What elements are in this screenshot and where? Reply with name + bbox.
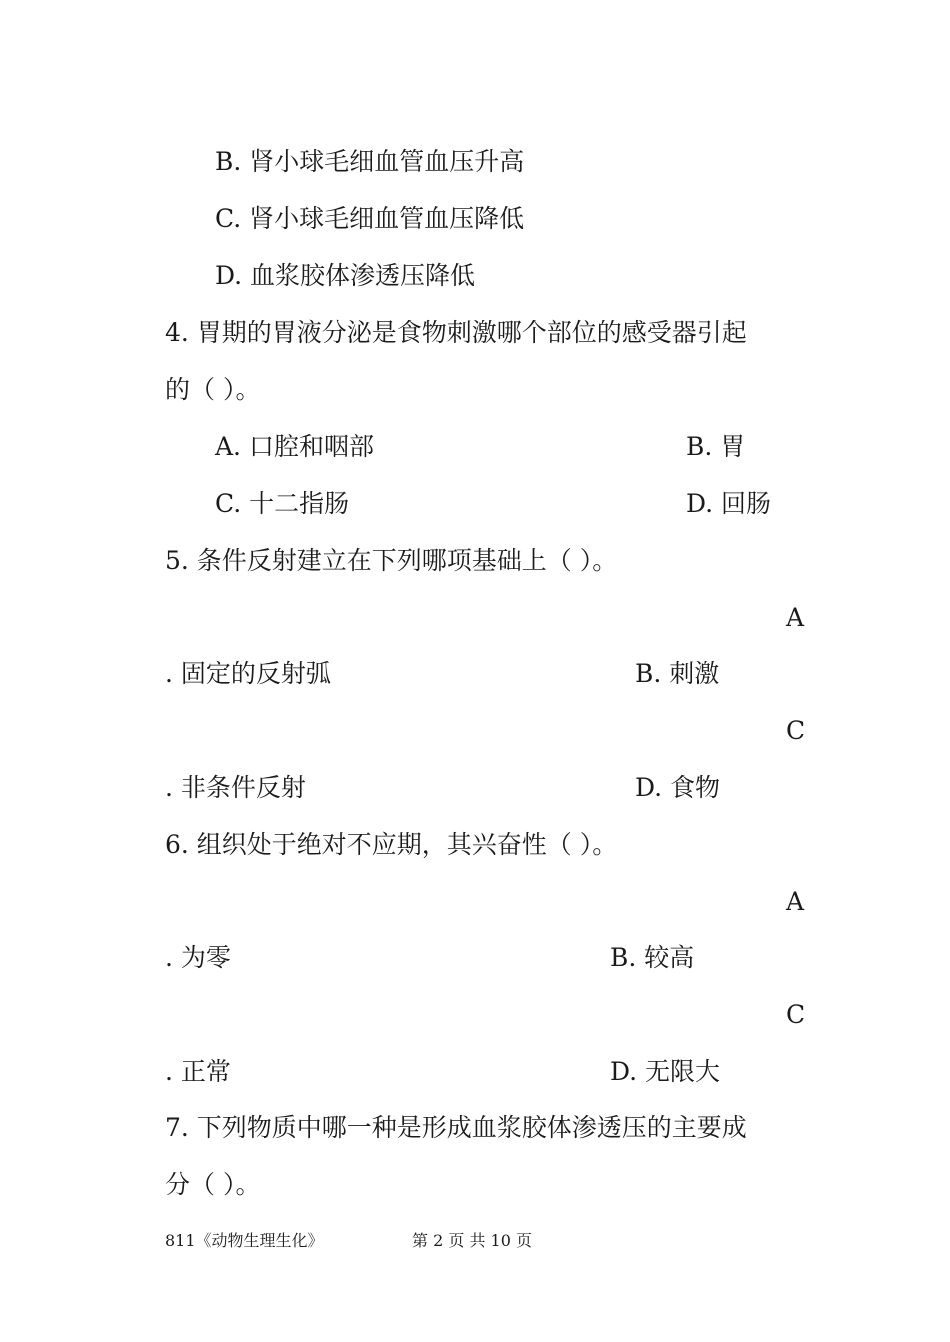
footer-page-number: 第 2 页 共 10 页 xyxy=(412,1231,532,1250)
q3-option-b: B. 肾小球毛细血管血压升高 xyxy=(215,147,525,176)
q5-option-a-letter: A xyxy=(786,603,805,632)
q4-option-b: B. 胃 xyxy=(686,432,746,461)
q5-stem: 5. 条件反射建立在下列哪项基础上（ ）。 xyxy=(165,546,618,575)
q4-option-a: A. 口腔和咽部 xyxy=(215,432,374,461)
q4-stem-line2: 的（ ）。 xyxy=(165,375,261,404)
q6-option-d: D. 无限大 xyxy=(610,1057,721,1086)
q6-option-b: B. 较高 xyxy=(610,943,695,972)
footer-course-title: 811《动物生理生化》 xyxy=(165,1231,324,1250)
q3-option-c: C. 肾小球毛细血管血压降低 xyxy=(215,204,525,233)
q4-stem-line1: 4. 胃期的胃液分泌是食物刺激哪个部位的感受器引起 xyxy=(165,318,747,347)
q5-option-c-text: . 非条件反射 xyxy=(165,773,306,802)
q4-option-c: C. 十二指肠 xyxy=(215,489,350,518)
q5-option-b: B. 刺激 xyxy=(635,659,720,688)
q5-option-a-text: . 固定的反射弧 xyxy=(165,659,331,688)
q6-option-a-letter: A xyxy=(786,887,805,916)
q5-option-c-letter: C xyxy=(786,716,806,745)
q6-stem: 6. 组织处于绝对不应期，其兴奋性（ ）。 xyxy=(165,830,618,859)
q5-option-d: D. 食物 xyxy=(635,773,721,802)
q7-stem-line1: 7. 下列物质中哪一种是形成血浆胶体渗透压的主要成 xyxy=(165,1113,747,1142)
q6-option-c-text: . 正常 xyxy=(165,1057,231,1086)
q4-option-d: D. 回肠 xyxy=(686,489,772,518)
q7-stem-line2: 分（ ）。 xyxy=(165,1170,261,1199)
q6-option-a-text: . 为零 xyxy=(165,943,231,972)
q6-option-c-letter: C xyxy=(786,1000,806,1029)
q3-option-d: D. 血浆胶体渗透压降低 xyxy=(215,261,476,290)
